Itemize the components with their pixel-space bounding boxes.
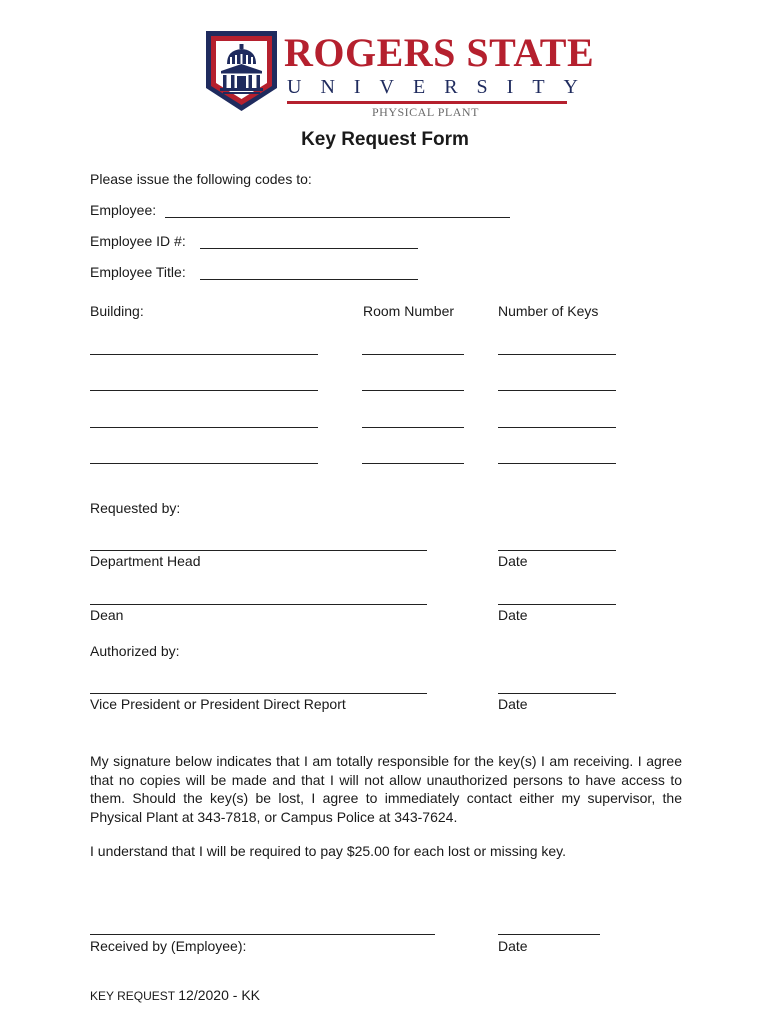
room-number-field[interactable] (362, 354, 464, 355)
vp-signature-field[interactable] (90, 693, 427, 694)
brand-subtitle: UNIVERSITY (287, 76, 597, 98)
vp-label: Vice President or President Direct Report (90, 696, 346, 712)
employee-title-field[interactable] (200, 279, 418, 280)
room-number-field[interactable] (362, 427, 464, 428)
room-number-field[interactable] (362, 463, 464, 464)
employee-label: Employee: (90, 202, 157, 218)
department-head-signature-field[interactable] (90, 550, 427, 551)
vp-date-field[interactable] (498, 693, 616, 694)
requested-by-heading: Requested by: (90, 500, 181, 516)
agreement-paragraph: My signature below indicates that I am totally responsible for the key(s) I am receiving. I agree that no copies will be made and that I will not allow unauthorized persons to have access to them. Should the key(s) be lost, I agree to immediately contact either my supervisor, the Physical Plant at 343-7818, or Campus Police at 343-7624. (90, 753, 682, 825)
date-label: Date (498, 553, 528, 569)
department-head-label: Department Head (90, 553, 201, 569)
room-number-header: Room Number (363, 303, 455, 319)
brand-name: ROGERS STATE (284, 30, 595, 75)
employee-title-label: Employee Title: (90, 264, 186, 280)
employee-id-label: Employee ID #: (90, 233, 186, 249)
dean-date-field[interactable] (498, 604, 616, 605)
number-of-keys-header: Number of Keys (498, 303, 599, 319)
building-field[interactable] (90, 427, 318, 428)
employee-signature-field[interactable] (90, 934, 435, 935)
fee-note: I understand that I will be required to pay $25.00 for each lost or missing key. (90, 843, 566, 859)
building-field[interactable] (90, 463, 318, 464)
brand-divider (287, 101, 567, 104)
employee-field[interactable] (165, 217, 510, 218)
room-number-field[interactable] (362, 390, 464, 391)
date-label: Date (498, 938, 528, 954)
number-of-keys-field[interactable] (498, 427, 616, 428)
building-header: Building: (90, 303, 144, 319)
date-label: Date (498, 696, 528, 712)
building-field[interactable] (90, 354, 318, 355)
received-by-label: Received by (Employee): (90, 938, 247, 954)
dean-label: Dean (90, 607, 124, 623)
number-of-keys-field[interactable] (498, 390, 616, 391)
building-crest-icon (203, 28, 283, 114)
number-of-keys-field[interactable] (498, 354, 616, 355)
number-of-keys-field[interactable] (498, 463, 616, 464)
department-name: PHYSICAL PLANT (372, 105, 479, 119)
form-code-version: 12/2020 - KK (178, 987, 260, 1003)
building-field[interactable] (90, 390, 318, 391)
authorized-by-heading: Authorized by: (90, 643, 180, 659)
dean-signature-field[interactable] (90, 604, 427, 605)
receipt-date-field[interactable] (498, 934, 600, 935)
page-title: Key Request Form (301, 129, 469, 150)
department-head-date-field[interactable] (498, 550, 616, 551)
date-label: Date (498, 607, 528, 623)
intro-text: Please issue the following codes to: (90, 171, 312, 187)
employee-id-field[interactable] (200, 248, 418, 249)
form-code (90, 987, 260, 1005)
form-code-prefix: KEY REQUEST (90, 989, 179, 1003)
